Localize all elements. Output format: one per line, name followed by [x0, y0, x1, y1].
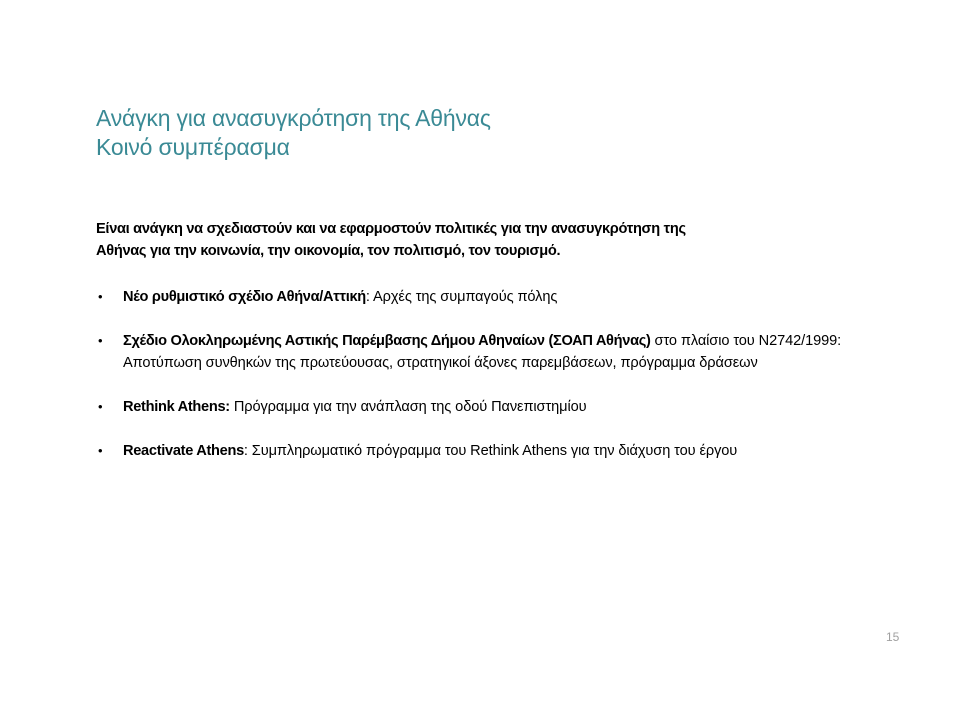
slide-title-line-1: Ανάγκη για ανασυγκρότηση της Αθήνας [96, 105, 491, 131]
bullet-text: Πρόγραμμα για την ανάπλαση της οδού Πανεπιστημίου [229, 399, 587, 415]
bullet-heading: Rethink Athens: [123, 399, 230, 415]
bullet-list [96, 286, 856, 484]
intro-line-1: Είναι ανάγκη να σχεδιαστούν και να εφαρμοστούν πολιτικές για την ανασυγκρότηση της [96, 221, 686, 237]
bullet-dot-icon: • [98, 333, 103, 348]
bullet-item-reactivate-athens [96, 440, 856, 462]
bullet-dot-icon: • [98, 443, 103, 458]
bullet-heading: Νέο ρυθμιστικό σχέδιο Αθήνα/Αττική [123, 289, 366, 305]
intro-line-2: Αθήνας για την κοινωνία, την οικονομία, τον πολιτισμό, τον τουρισμό. [96, 243, 561, 259]
bullet-item-soap [96, 330, 856, 374]
slide-title [96, 104, 856, 162]
bullet-heading: Σχέδιο Ολοκληρωμένης Αστικής Παρέμβασης Δήμου Αθηναίων (ΣΟΑΠ Αθήνας) [123, 333, 651, 349]
slide-title-line-2: Κοινό συμπέρασμα [96, 134, 290, 160]
bullet-item-rethink-athens [96, 396, 856, 418]
page-number: 15 [886, 630, 900, 644]
bullet-text: στο πλαίσιο του Ν2742/1999: Αποτύπωση συνθηκών της πρωτεύουσας, στρατηγικοί άξονες παρεμβάσεων, πρόγραμμα δράσεων [123, 333, 842, 371]
bullet-dot-icon: • [98, 399, 103, 414]
bullet-text: : Συμπληρωματικό πρόγραμμα του Rethink Athens για την διάχυση του έργου [243, 443, 738, 459]
intro-paragraph [96, 218, 836, 262]
bullet-heading: Reactivate Athens [123, 443, 244, 459]
bullet-dot-icon: • [98, 289, 103, 304]
bullet-text: : Αρχές της συμπαγούς πόλης [365, 289, 558, 305]
bullet-item-master-plan [96, 286, 856, 308]
